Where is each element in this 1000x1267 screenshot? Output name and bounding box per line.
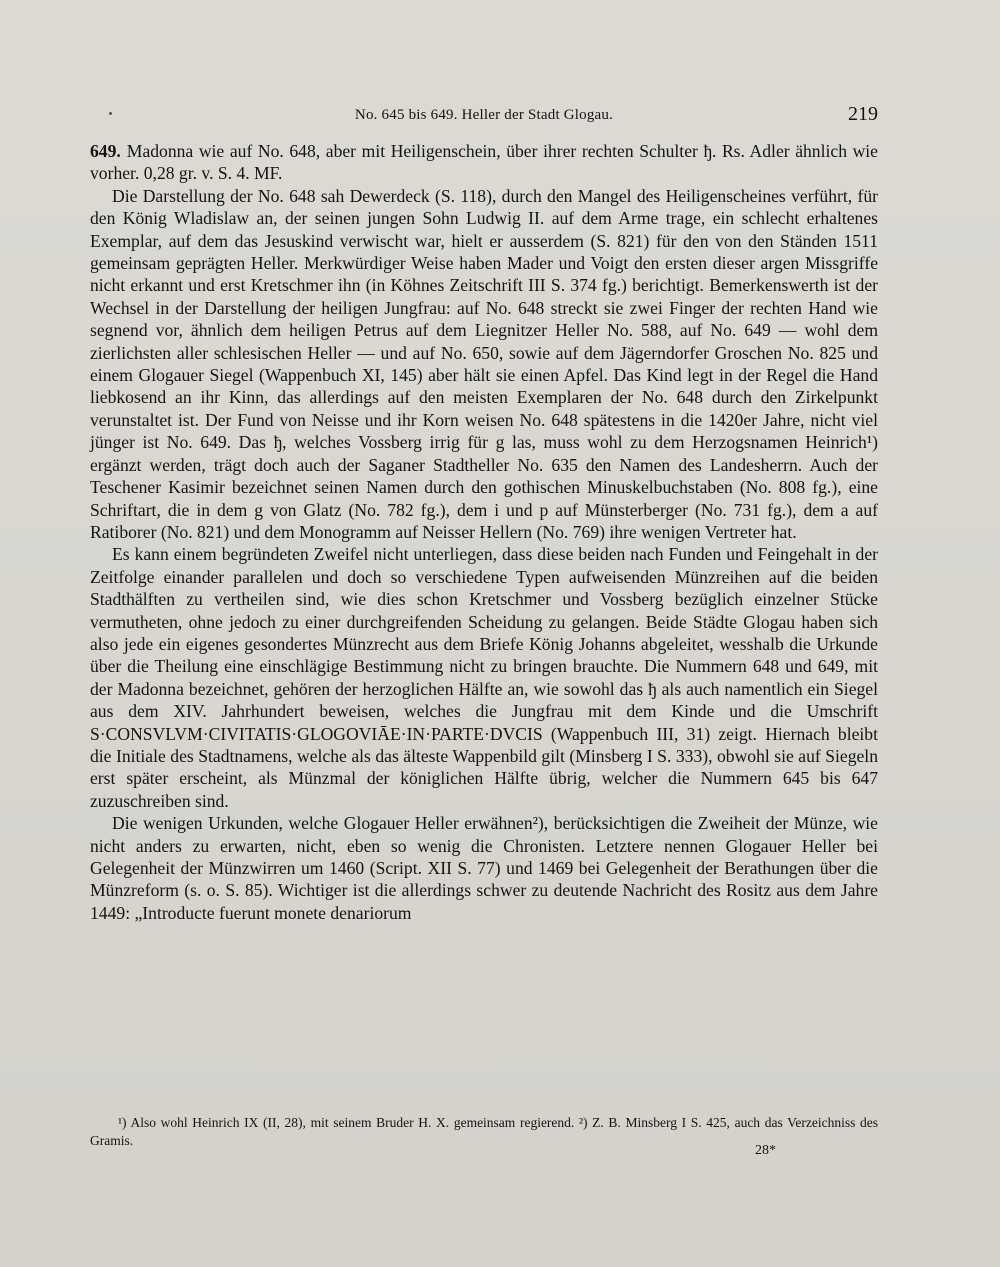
paragraph: Die wenigen Urkunden, welche Glogauer Heller erwähnen²), berücksichtigen die Zweiheit der Münze, wie nicht anders zu erwarten, nicht, eben so wenig die Chronisten. Letztere nennen Glogauer Heller bei Gelegenheit der Münzwirren um 1460 (Script. XII S. 77) und 1469 bei Gelegenheit der Berathungen über die Münzreform (s. o. S. 85). Wichtiger ist die allerdings schwer zu deutende Nachricht des Rositz aus dem Jahre 1449: „Introducte fuerunt monete denariorum xyxy=(90,813,878,923)
paragraph: Die Darstellung der No. 648 sah Dewerdeck (S. 118), durch den Mangel des Heiligenscheines verführt, für den König Wladislaw an, der seinen jungen Sohn Ludwig II. auf dem Arme trage, ein schlecht erhaltenes Exemplar, auf dem das Jesuskind verwischt war, hielt er ausserdem (S. 821) für den von den Ständen 1511 gemeinsam geprägten Heller. Merkwürdiger Weise haben Mader und Voigt den ersten dieser argen Missgriffe nicht erkannt und erst Kretschmer ihn (in Köhnes Zeitschrift III S. 374 fg.) berichtigt. Bemerkenswerth ist der Wechsel in der Darstellung der heiligen Jungfrau: auf No. 648 streckt sie zwei Finger der rechten Hand wie segnend vor, ähnlich dem heiligen Petrus auf dem Liegnitzer Heller No. 588, auf No. 649 — wohl dem zierlichsten aller schlesischen Heller — und auf No. 650, sowie auf dem Jägerndorfer Groschen No. 825 und einem Glogauer Siegel (Wappenbuch XI, 145) aber hält sie einen Apfel. Das Kind legt in der Regel die Hand liebkosend an ihr Kinn, das allerdings auf den meisten Exemplaren der No. 648 durch den Zirkelpunkt verunstaltet ist. Der Fund von Neisse und ihr Korn weisen No. 648 spätestens in die 1420er Jahre, nicht viel jünger ist No. 649. Das ђ, welches Vossberg irrig für g las, muss wohl zu dem Herzogsnamen Heinrich¹) ergänzt werden, trägt doch auch der Saganer Stadtheller No. 635 den Namen des Landesherrn. Auch der Teschener Kasimir bezeichnet seinen Namen durch den gothischen Minuskelbuchstaben (No. 808 fg.), eine Schriftart, die in dem g von Glatz (No. 782 fg.), dem i und p auf Münsterberger (No. 731 fg.), dem a auf Ratiborer (No. 821) und dem Monogramm auf Neisser Hellern (No. 769) ihre wenigen Vertreter hat. xyxy=(90,185,878,542)
catalog-entry xyxy=(90,140,878,185)
running-head-title: No. 645 bis 649. Heller der Stadt Glogau. xyxy=(354,107,614,123)
running-head xyxy=(90,103,878,133)
printer-signature: 28* xyxy=(755,1143,776,1158)
page-number: 219 xyxy=(848,103,878,125)
entry-description: Madonna wie auf No. 648, aber mit Heiligenschein, über ihrer rechten Schulter ђ. Rs. Adler ähnlich wie vorher. 0,28 gr. v. S. 4. MF. xyxy=(90,141,878,184)
body-text xyxy=(90,140,878,924)
paragraph: Es kann einem begründeten Zweifel nicht unterliegen, dass diese beiden nach Funden und Feingehalt in der Zeitfolge einander parallelen und doch so verschiedene Typen aufweisenden Münzreihen auf die beiden Stadthälften zu vertheilen sind, wie dies schon Kretschmer und Vossberg bezüglich einzelner Stücke vermutheten, ohne jedoch zu einer durchgreifenden Scheidung zu gelangen. Beide Städte Glogau haben sich also jede ein eigenes gesondertes Münzrecht aus dem Briefe König Johanns abgeleitet, wesshalb die Urkunde über die Theilung eine einschlägige Bestimmung nicht zu bringen brauchte. Die Nummern 648 und 649, mit der Madonna bezeichnet, gehören der herzoglichen Hälfte an, wie sowohl das ђ als auch namentlich ein Siegel aus dem XIV. Jahrhundert beweisen, welches die Jungfrau mit dem Kinde und die Umschrift S·CONSVLVM·CIVITATIS·GLOGOVIĀE·IN·PARTE·DVCIS (Wappenbuch III, 31) zeigt. Hiernach bleibt die Initiale des Stadtnamens, welche als das älteste Wappenbild gilt (Minsberg I S. 333), obwohl sie auf Siegeln erst später erscheint, als Münzmal der königlichen Hälfte übrig, welcher die Nummern 645 bis 647 zuzuschreiben sind. xyxy=(90,544,878,811)
entry-number: 649. xyxy=(90,141,121,161)
footnote: ¹) Also wohl Heinrich IX (II, 28), mit seinem Bruder H. X. gemeinsam regierend. ²) Z. B. Minsberg I S. 425, auch das Verzeichniss des Gramis. xyxy=(90,1115,878,1148)
